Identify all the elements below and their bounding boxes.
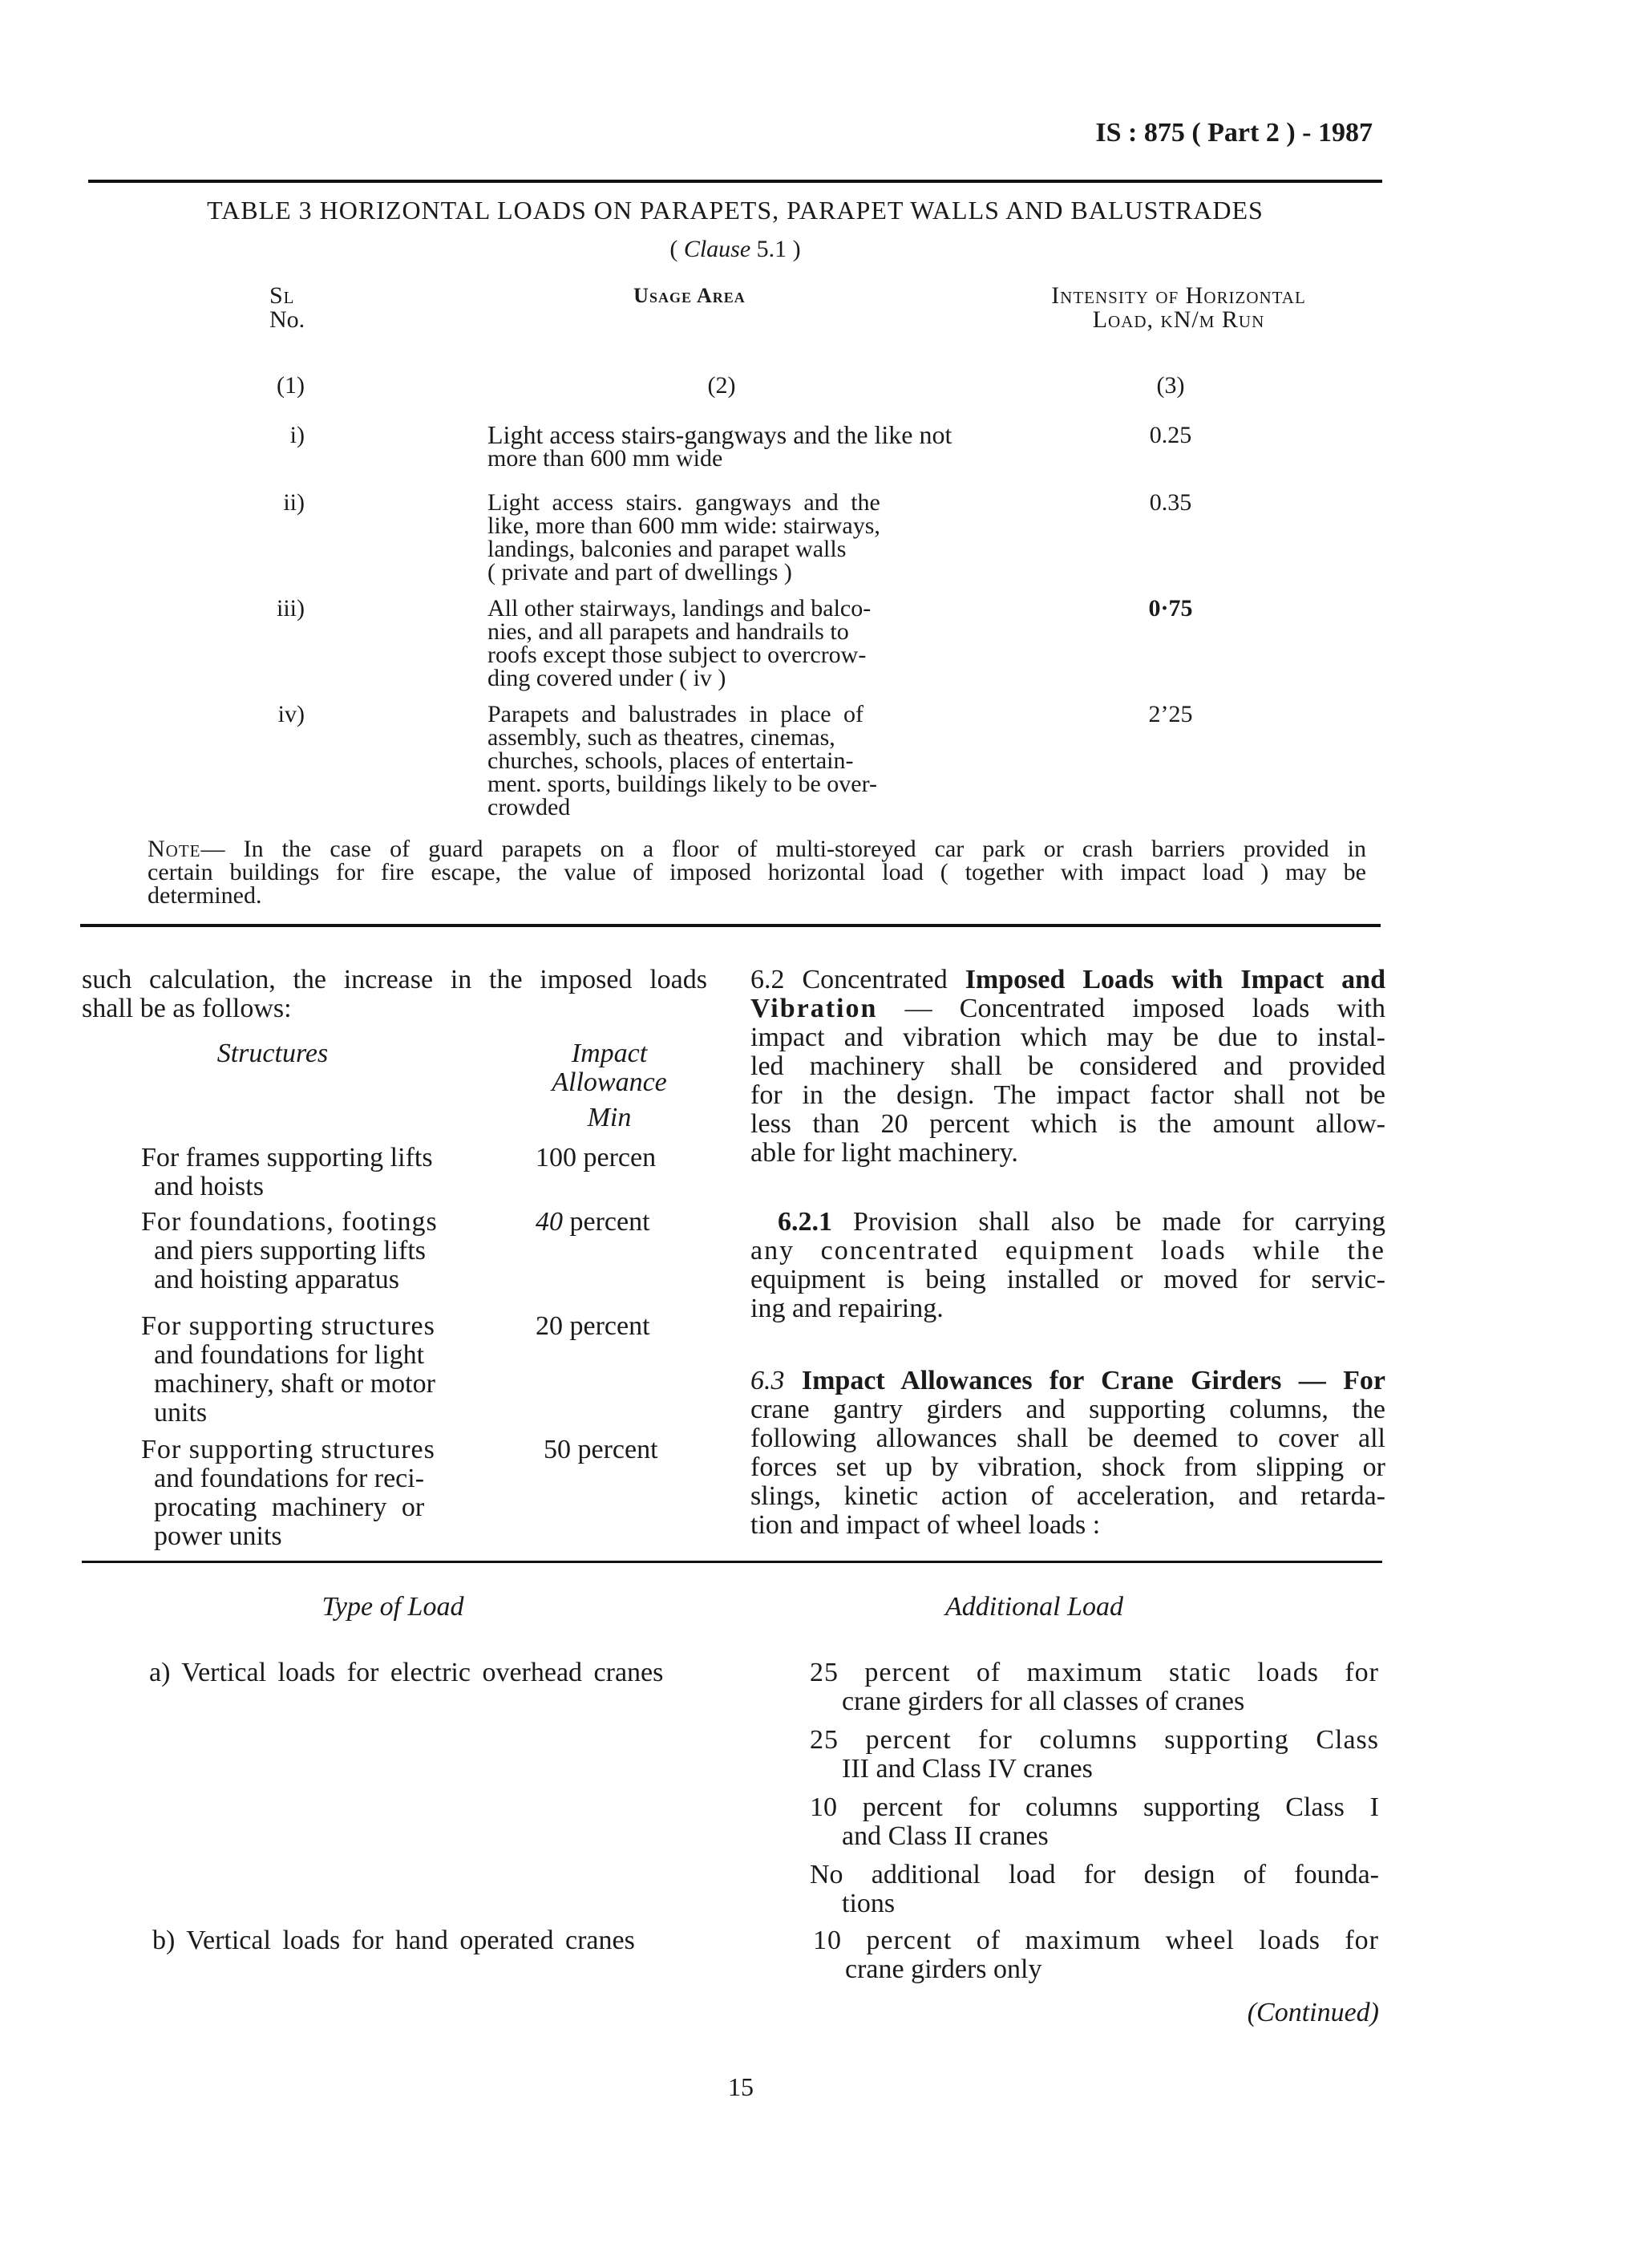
structure-line: and foundations for light bbox=[154, 1340, 425, 1370]
row-intensity: 2’25 bbox=[1148, 701, 1193, 727]
table-title: TABLE 3 HORIZONTAL LOADS ON PARAPETS, PARAPET WALLS AND BALUSTRADES bbox=[207, 196, 1264, 225]
head-impact-line: Allowance bbox=[552, 1067, 667, 1097]
impact-value-unit: percent bbox=[569, 1207, 650, 1237]
row-no: iii) bbox=[277, 595, 305, 622]
clause-suffix: 5.1 ) bbox=[750, 236, 801, 262]
impact-intro bbox=[82, 966, 707, 1023]
additional-item bbox=[810, 1658, 1379, 1716]
additional-item bbox=[810, 1726, 1379, 1784]
note-label: Note bbox=[148, 836, 201, 862]
page-number: 15 bbox=[728, 2072, 754, 2101]
impact-value: 100 percen bbox=[536, 1143, 657, 1172]
col-head-intensity-line1: Intensity of Horizontal bbox=[1051, 282, 1306, 309]
structure-line: units bbox=[154, 1398, 208, 1428]
usage-line: landings, balconies and parapet walls bbox=[487, 536, 847, 562]
section-line: following allowances shall be deemed to cover all bbox=[750, 1424, 1385, 1453]
head-impact-allowance bbox=[513, 1039, 706, 1132]
impact-value: 50 percent bbox=[544, 1435, 658, 1464]
section-line: led machinery shall be considered and provided bbox=[750, 1051, 1385, 1081]
impact-value-number: 40 bbox=[536, 1207, 563, 1237]
section-line: able for light machinery. bbox=[750, 1138, 1018, 1168]
additional-line: tions bbox=[842, 1889, 896, 1918]
head-impact-line: Impact bbox=[571, 1039, 648, 1068]
row-usage bbox=[487, 491, 961, 584]
usage-line: churches, schools, places of entertain- bbox=[487, 747, 854, 774]
additional-line: 25 percent of maximum static loads for bbox=[810, 1658, 1379, 1687]
note-line: certain buildings for fire escape, the value of imposed horizontal load ( together with impact load ) may be bbox=[148, 859, 1366, 885]
col-number-3: (3) bbox=[1156, 372, 1185, 399]
row-a-additional bbox=[810, 1658, 1379, 1918]
structure-line: For supporting structures bbox=[141, 1311, 435, 1341]
section-number: 6.2 Concentrated bbox=[750, 965, 948, 994]
section-line bbox=[750, 966, 1385, 994]
note-line bbox=[148, 837, 1366, 861]
section-number: 6.3 bbox=[750, 1366, 785, 1395]
row-intensity: 0.35 bbox=[1149, 489, 1192, 516]
head-additional-load: Additional Load bbox=[945, 1592, 1123, 1622]
intro-line: such calculation, the increase in the imposed loads bbox=[82, 965, 707, 994]
note-text: — In the case of guard parapets on a floor of multi-storeyed car park or crash barriers provided in bbox=[200, 836, 1366, 862]
additional-line: 10 percent for columns supporting Class I bbox=[810, 1792, 1379, 1822]
section-title: Vibration bbox=[750, 994, 878, 1023]
additional-line: III and Class IV cranes bbox=[842, 1754, 1093, 1784]
usage-line: Light access stairs-gangways and the like not bbox=[487, 420, 952, 449]
additional-line: 10 percent of maximum wheel loads for bbox=[813, 1926, 1379, 1955]
row-b-label: b) Vertical loads for hand operated cranes bbox=[152, 1926, 635, 1955]
section-text: — Concentrated imposed loads with bbox=[877, 994, 1385, 1023]
section-line: any concentrated equipment loads while the bbox=[750, 1236, 1385, 1266]
section-line: forces set up by vibration, shock from slipping or bbox=[750, 1452, 1385, 1482]
usage-line: roofs except those subject to overcrow- bbox=[487, 642, 867, 668]
intro-line: shall be as follows: bbox=[82, 994, 292, 1023]
page-header-standard: IS : 875 ( Part 2 ) - 1987 bbox=[1095, 118, 1373, 148]
section-line bbox=[750, 994, 1385, 1023]
structure-line: and piers supporting lifts bbox=[154, 1236, 427, 1266]
row-usage bbox=[487, 420, 985, 472]
row-no: i) bbox=[289, 422, 305, 448]
structure-line: and foundations for reci- bbox=[154, 1464, 425, 1493]
col-head-usage-area: Usage Area bbox=[633, 284, 746, 307]
usage-line: ment. sports, buildings likely to be over- bbox=[487, 771, 878, 797]
table-clause bbox=[88, 237, 1382, 261]
structure-line: procating machinery or bbox=[154, 1492, 425, 1522]
col-head-no: No. bbox=[269, 306, 305, 333]
section-line: ing and repairing. bbox=[750, 1294, 944, 1323]
section-line: tion and impact of wheel loads : bbox=[750, 1510, 1101, 1540]
impact-value bbox=[536, 1208, 650, 1237]
clause-word: Clause bbox=[683, 236, 751, 262]
structure-line: For frames supporting lifts bbox=[141, 1143, 433, 1172]
structure-line: For supporting structures bbox=[141, 1435, 435, 1464]
col-head-sl: Sl bbox=[269, 282, 295, 309]
usage-line: like, more than 600 mm wide: stairways, bbox=[487, 512, 880, 539]
usage-line: nies, and all parapets and handrails to bbox=[487, 618, 849, 645]
table-bottom-rule bbox=[80, 924, 1381, 927]
impact-structure bbox=[141, 1312, 510, 1428]
table-note bbox=[148, 837, 1366, 907]
continued-label: (Continued) bbox=[1247, 1998, 1379, 2027]
structure-line: power units bbox=[154, 1521, 282, 1551]
additional-line: 25 percent for columns supporting Class bbox=[810, 1725, 1379, 1755]
clause-prefix: ( bbox=[669, 236, 684, 262]
impact-structure bbox=[141, 1144, 510, 1201]
section-line: impact and vibration which may be due to instal- bbox=[750, 1023, 1385, 1052]
row-no: ii) bbox=[283, 489, 305, 516]
usage-line: All other stairways, landings and balco- bbox=[487, 595, 872, 622]
usage-line: more than 600 mm wide bbox=[487, 445, 723, 472]
mid-rule bbox=[82, 1561, 1382, 1563]
usage-line: Parapets and balustrades in place of bbox=[487, 701, 864, 727]
section-6-2 bbox=[750, 966, 1385, 1168]
top-rule bbox=[88, 180, 1382, 183]
usage-line: ding covered under ( iv ) bbox=[487, 665, 726, 691]
section-6-2-1 bbox=[750, 1208, 1385, 1323]
additional-line: crane girders for all classes of cranes bbox=[842, 1687, 1245, 1716]
impact-structure bbox=[141, 1436, 510, 1551]
impact-structure bbox=[141, 1208, 510, 1294]
section-line: equipment is being installed or moved for servic- bbox=[750, 1265, 1385, 1294]
section-line: for in the design. The impact factor shall not be bbox=[750, 1080, 1385, 1110]
col-number-2: (2) bbox=[707, 372, 736, 399]
note-line: determined. bbox=[148, 882, 262, 909]
structure-line: and hoisting apparatus bbox=[154, 1265, 399, 1294]
structure-line: machinery, shaft or motor bbox=[154, 1369, 435, 1399]
section-line bbox=[750, 1367, 1385, 1395]
additional-line: and Class II cranes bbox=[842, 1821, 1049, 1851]
head-type-of-load: Type of Load bbox=[322, 1592, 464, 1622]
row-no: iv) bbox=[277, 701, 305, 727]
impact-value: 20 percent bbox=[536, 1311, 650, 1341]
section-line: crane gantry girders and supporting columns, the bbox=[750, 1395, 1385, 1424]
head-impact-line: Min bbox=[587, 1103, 632, 1132]
section-line: slings, kinetic action of acceleration, and retarda- bbox=[750, 1481, 1385, 1511]
section-title: Imposed Loads with Impact and bbox=[947, 965, 1385, 994]
additional-item bbox=[810, 1793, 1379, 1851]
col-head-intensity-line2: Load, kN/m Run bbox=[1092, 306, 1265, 333]
row-intensity: 0·75 bbox=[1148, 595, 1193, 622]
row-intensity: 0.25 bbox=[1149, 422, 1192, 448]
additional-line: crane girders only bbox=[845, 1954, 1042, 1984]
section-line: less than 20 percent which is the amount allow- bbox=[750, 1109, 1385, 1139]
usage-line: assembly, such as theatres, cinemas, bbox=[487, 724, 835, 751]
row-usage bbox=[487, 597, 961, 690]
structure-line: and hoists bbox=[154, 1172, 264, 1201]
col-number-1: (1) bbox=[277, 372, 305, 399]
head-structures: Structures bbox=[216, 1039, 329, 1068]
additional-item bbox=[810, 1861, 1379, 1918]
section-6-3 bbox=[750, 1367, 1385, 1540]
usage-line: Light access stairs. gangways and the bbox=[487, 489, 880, 516]
section-text: Provision shall also be made for carrying bbox=[832, 1207, 1385, 1237]
row-b-additional bbox=[813, 1926, 1379, 1984]
row-a-label: a) Vertical loads for electric overhead cranes bbox=[149, 1658, 664, 1687]
section-line bbox=[750, 1208, 1385, 1237]
section-number: 6.2.1 bbox=[778, 1207, 832, 1237]
section-title: Impact Allowances for Crane Girders — For bbox=[784, 1366, 1385, 1395]
usage-line: crowded bbox=[487, 794, 571, 820]
structure-line: For foundations, footings bbox=[141, 1207, 438, 1237]
row-usage bbox=[487, 703, 961, 819]
usage-line: ( private and part of dwellings ) bbox=[487, 559, 792, 585]
additional-line: No additional load for design of founda- bbox=[810, 1860, 1379, 1889]
